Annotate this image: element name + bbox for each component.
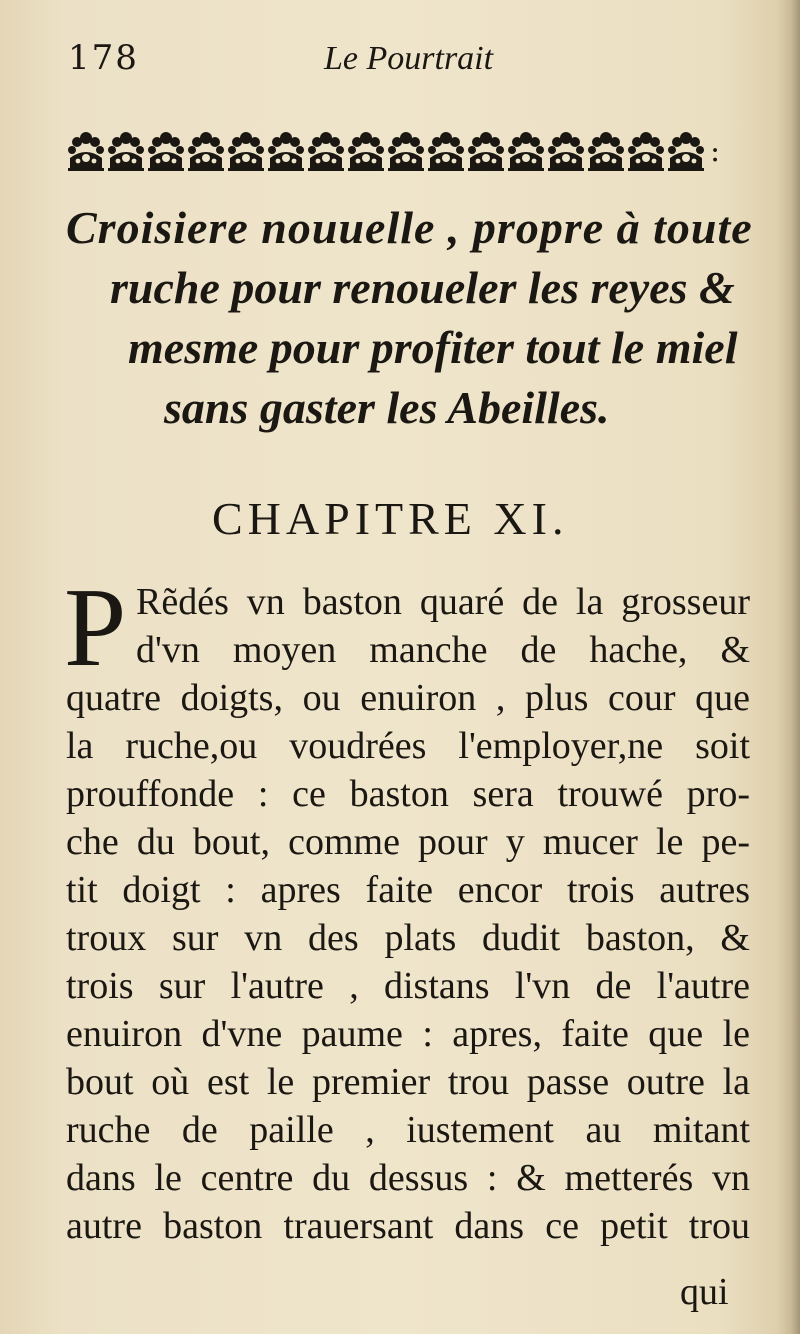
fleuron-icon xyxy=(186,128,226,172)
body-line: Rẽdés vn baston quaré de la grosseur xyxy=(136,581,750,623)
ornament-colon: : xyxy=(710,134,721,169)
fleuron-icon xyxy=(306,128,346,172)
body-line: che du bout, comme pour y mucer le pe- xyxy=(66,821,750,863)
body-line: d'vn moyen manche de hache, & xyxy=(136,629,750,671)
body-line: tit doigt : apres faite encor trois autres xyxy=(66,869,750,911)
fleuron-icon xyxy=(626,128,666,172)
chapter-number: CHAPITRE XI. xyxy=(212,493,569,544)
chapter-heading xyxy=(66,198,756,438)
body-line: prouffonde : ce baston sera trouwé pro- xyxy=(66,773,750,815)
catchword: qui xyxy=(680,1271,729,1313)
heading-line: ruche pour renoueler les reyes & xyxy=(110,262,735,313)
heading-line: mesme pour profiter tout le miel xyxy=(128,322,738,373)
fleuron-band-ornament xyxy=(66,126,746,172)
body-text xyxy=(64,566,750,1250)
body-line: troux sur vn des plats dudit baston, & xyxy=(66,917,750,959)
page-number: 178 xyxy=(68,38,139,78)
fleuron-icon xyxy=(466,128,506,172)
fleuron-icon xyxy=(266,128,306,172)
fleuron-icon xyxy=(506,128,546,172)
body-line: trois sur l'autre , distans l'vn de l'autre xyxy=(66,965,750,1007)
body-line: quatre doigts, ou enuiron , plus cour que xyxy=(66,677,750,719)
drop-cap: P xyxy=(64,566,127,690)
fleuron-icon xyxy=(346,128,386,172)
fleuron-icon xyxy=(106,128,146,172)
fleuron-icon xyxy=(146,128,186,172)
heading-line: sans gaster les Abeilles. xyxy=(164,382,610,433)
heading-line: Croisiere nouuelle , propre à toute xyxy=(66,202,753,253)
fleuron-icon xyxy=(226,128,266,172)
running-title: Le Pourtrait xyxy=(324,40,494,77)
body-line: autre baston trauersant dans ce petit trou xyxy=(66,1205,750,1247)
fleuron-icon xyxy=(66,128,106,172)
fleuron-icon xyxy=(546,128,586,172)
page-edge-shadow xyxy=(778,0,800,1334)
fleuron-icon xyxy=(666,128,706,172)
body-line: la ruche,ou voudrées l'employer,ne soit xyxy=(66,725,750,767)
body-line: enuiron d'vne paume : apres, faite que le xyxy=(66,1013,750,1055)
body-line: ruche de paille , iustement au mitant xyxy=(66,1109,750,1151)
fleuron-icon xyxy=(386,128,426,172)
body-line: dans le centre du dessus : & metterés vn xyxy=(66,1157,750,1199)
fleuron-icon xyxy=(426,128,466,172)
page-header xyxy=(68,38,748,88)
body-line: bout où est le premier trou passe outre la xyxy=(66,1061,750,1103)
fleuron-icon xyxy=(586,128,626,172)
